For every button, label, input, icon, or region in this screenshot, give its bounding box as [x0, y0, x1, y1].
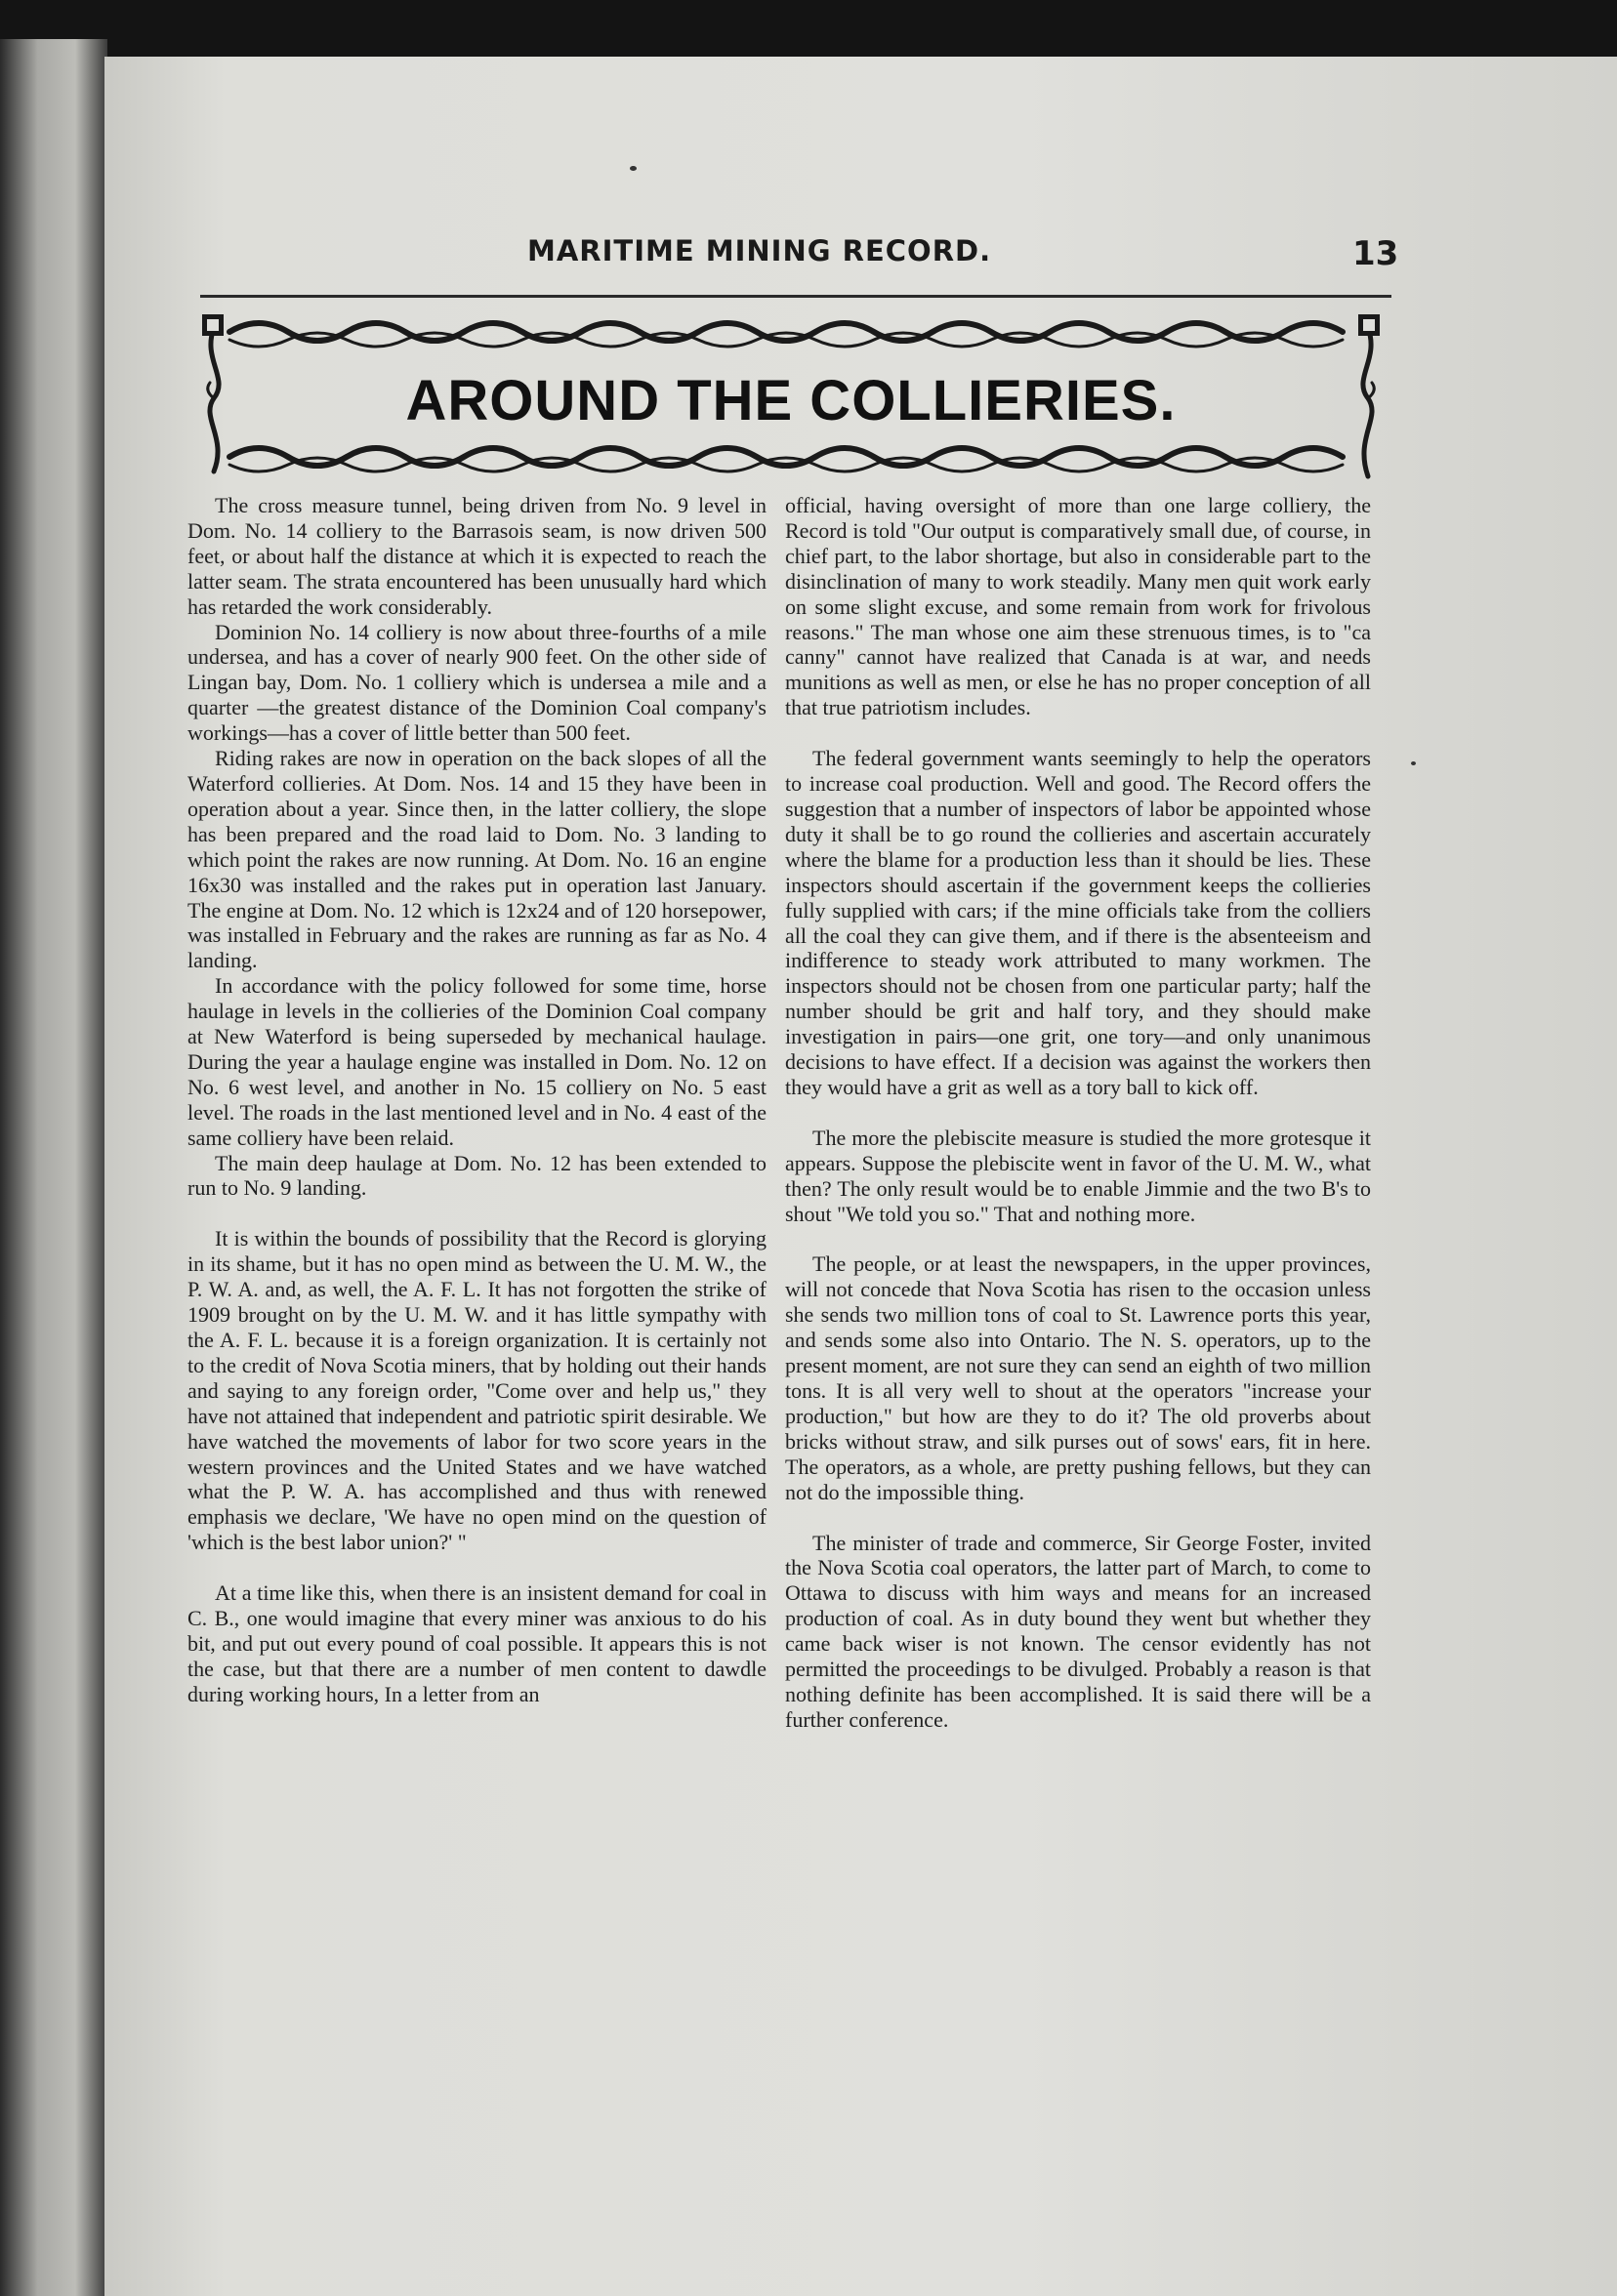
ink-speck — [1411, 761, 1416, 765]
paragraph: The main deep haulage at Dom. No. 12 has been extended to run to No. 9 landing. — [187, 1150, 767, 1201]
journal-title: MARITIME MINING RECORD. — [527, 234, 992, 267]
section-title: AROUND THE COLLIERIES. — [405, 368, 1177, 432]
ink-speck — [630, 166, 637, 171]
header-rule — [200, 295, 1391, 298]
paragraph: At a time like this, when there is an insistent demand for coal in C. B., one would imagine that every miner was anxious to do his bit, and put out every pound of coal possible. It appears this is not the case, but that there are a number of men content to dawdle during working hours, In a letter from an — [187, 1580, 767, 1706]
book-spine — [0, 39, 107, 2296]
paragraph: The minister of trade and commerce, Sir George Foster, invited the Nova Scotia coal operators, the latter part of March, to come to Ottawa to discuss with him ways and means for an increased production of coal. As in duty bound they went but whether they came back wiser is not known. The censor evidently has not permitted the proceedings to be divulged. Probably a reason is that nothing definite has been accomplished. It is said there will be a further conference. — [785, 1530, 1371, 1732]
paragraph: The more the plebiscite measure is studied the more grotesque it appears. Suppose the plebiscite went in favor of the U. M. W., what then? The only result would be to enable Jimmie and the two B's to shout "We told you so." That and nothing more. — [785, 1125, 1371, 1226]
paragraph: In accordance with the policy followed for some time, horse haulage in levels in the collieries of the Dominion Coal company at New Waterford is being superseded by mechanical haulage. During the year a haulage engine was installed in Dom. No. 12 on No. 6 west level, and another in No. 15 colliery on No. 5 east level. The roads in the last mentioned level and in No. 4 east of the same colliery have been relaid. — [187, 973, 767, 1150]
paragraph: Riding rakes are now in operation on the back slopes of all the Waterford collieries. At Dom. Nos. 14 and 15 they have been in operation about a year. Since then, in the latter colliery, the slope has been prepared and the road laid to Dom. No. 3 landing to which point the rakes are now running. At Dom. No. 16 an engine 16x30 was installed and the rakes put in operation last January. The engine at Dom. No. 12 which is 12x24 and of 120 horsepower, was installed in February and the rakes are running as far as No. 4 landing. — [187, 746, 767, 973]
paragraph: The federal government wants seemingly to help the operators to increase coal production. Well and good. The Record offers the suggestion that a number of inspectors of labor be appointed whose duty it shall be to go round the collieries and ascertain accurately where the blame for a production less than it should be lies. These inspectors should ascertain if the government keeps the collieries fully supplied with cars; if the mine officials take from the colliers all the coal they can give them, and if there is the absenteeism and indifference to steady work attributed to many workmen. The inspectors should not be chosen from one particular party; half the number should be grit and half tory, and they should make investigation in pairs—one grit, one tory—and only unanimous decisions to have effect. If a decision was against the workers then they would have a grit as well as a tory ball to kick off. — [785, 746, 1371, 1099]
section-banner — [200, 310, 1382, 486]
paragraph: The people, or at least the newspapers, in the upper provinces, will not concede that Nova Scotia has risen to the occasion unless she sends two million tons of coal to St. Lawrence ports this year, and sends some also into Ontario. The N. S. operators, up to the present moment, are not sure they can send an eighth of two million tons. It is all very well to shout at the operators "increase your production," but how are they to do it? The old proverbs about bricks without straw, and silk purses out of sows' ears, fit in here. The operators, as a whole, are pretty pushing fellows, but they can not do the impossible thing. — [785, 1251, 1371, 1504]
paragraph: official, having oversight of more than one large colliery, the Record is told "Our output is comparatively small due, of course, in chief part, to the labor shortage, but also in considerable part to the disinclination of many to work steadily. Many men quit work early on some slight excuse, and some remain from work for frivolous reasons." The man whose one aim these strenuous times, is to "ca canny" cannot have realized that Canada is at war, and needs munitions as well as men, or else he has no proper conception of all that true patriotism includes. — [785, 493, 1371, 720]
article-column-right — [785, 493, 1371, 1733]
paragraph: It is within the bounds of possibility that the Record is glorying in its shame, but it has no open mind as between the U. M. W., the P. W. A. and, as well, the A. F. L. It has not forgotten the strike of 1909 brought on by the U. M. W. and it has little sympathy with the A. F. L. because it is a foreign organization. It is certainly not to the credit of Nova Scotia miners, that by holding out their hands and saying to any foreign order, "Come over and help us," they have not attained that independent and patriotic spirit desirable. We have watched the movements of labor for two score years in the western provinces and the United States and we have watched what the P. W. A. has accomplished and thus with renewed emphasis we declare, 'We have no open mind on the question of 'which is the best labor union?' " — [187, 1226, 767, 1555]
paragraph: The cross measure tunnel, being driven from No. 9 level in Dom. No. 14 colliery to the Barrasois seam, is now driven 500 feet, or about half the distance at which it is expected to reach the latter seam. The strata encountered has been unusually hard which has retarded the work considerably. — [187, 493, 767, 619]
page-number: 13 — [1352, 234, 1399, 273]
article-column-left — [187, 493, 767, 1707]
paragraph: Dominion No. 14 colliery is now about three-fourths of a mile undersea, and has a cover of nearly 900 feet. On the other side of Lingan bay, Dom. No. 1 colliery which is undersea a mile and a quarter —the greatest distance of the Dominion Coal company's workings—has a cover of little better than 500 feet. — [187, 619, 767, 746]
